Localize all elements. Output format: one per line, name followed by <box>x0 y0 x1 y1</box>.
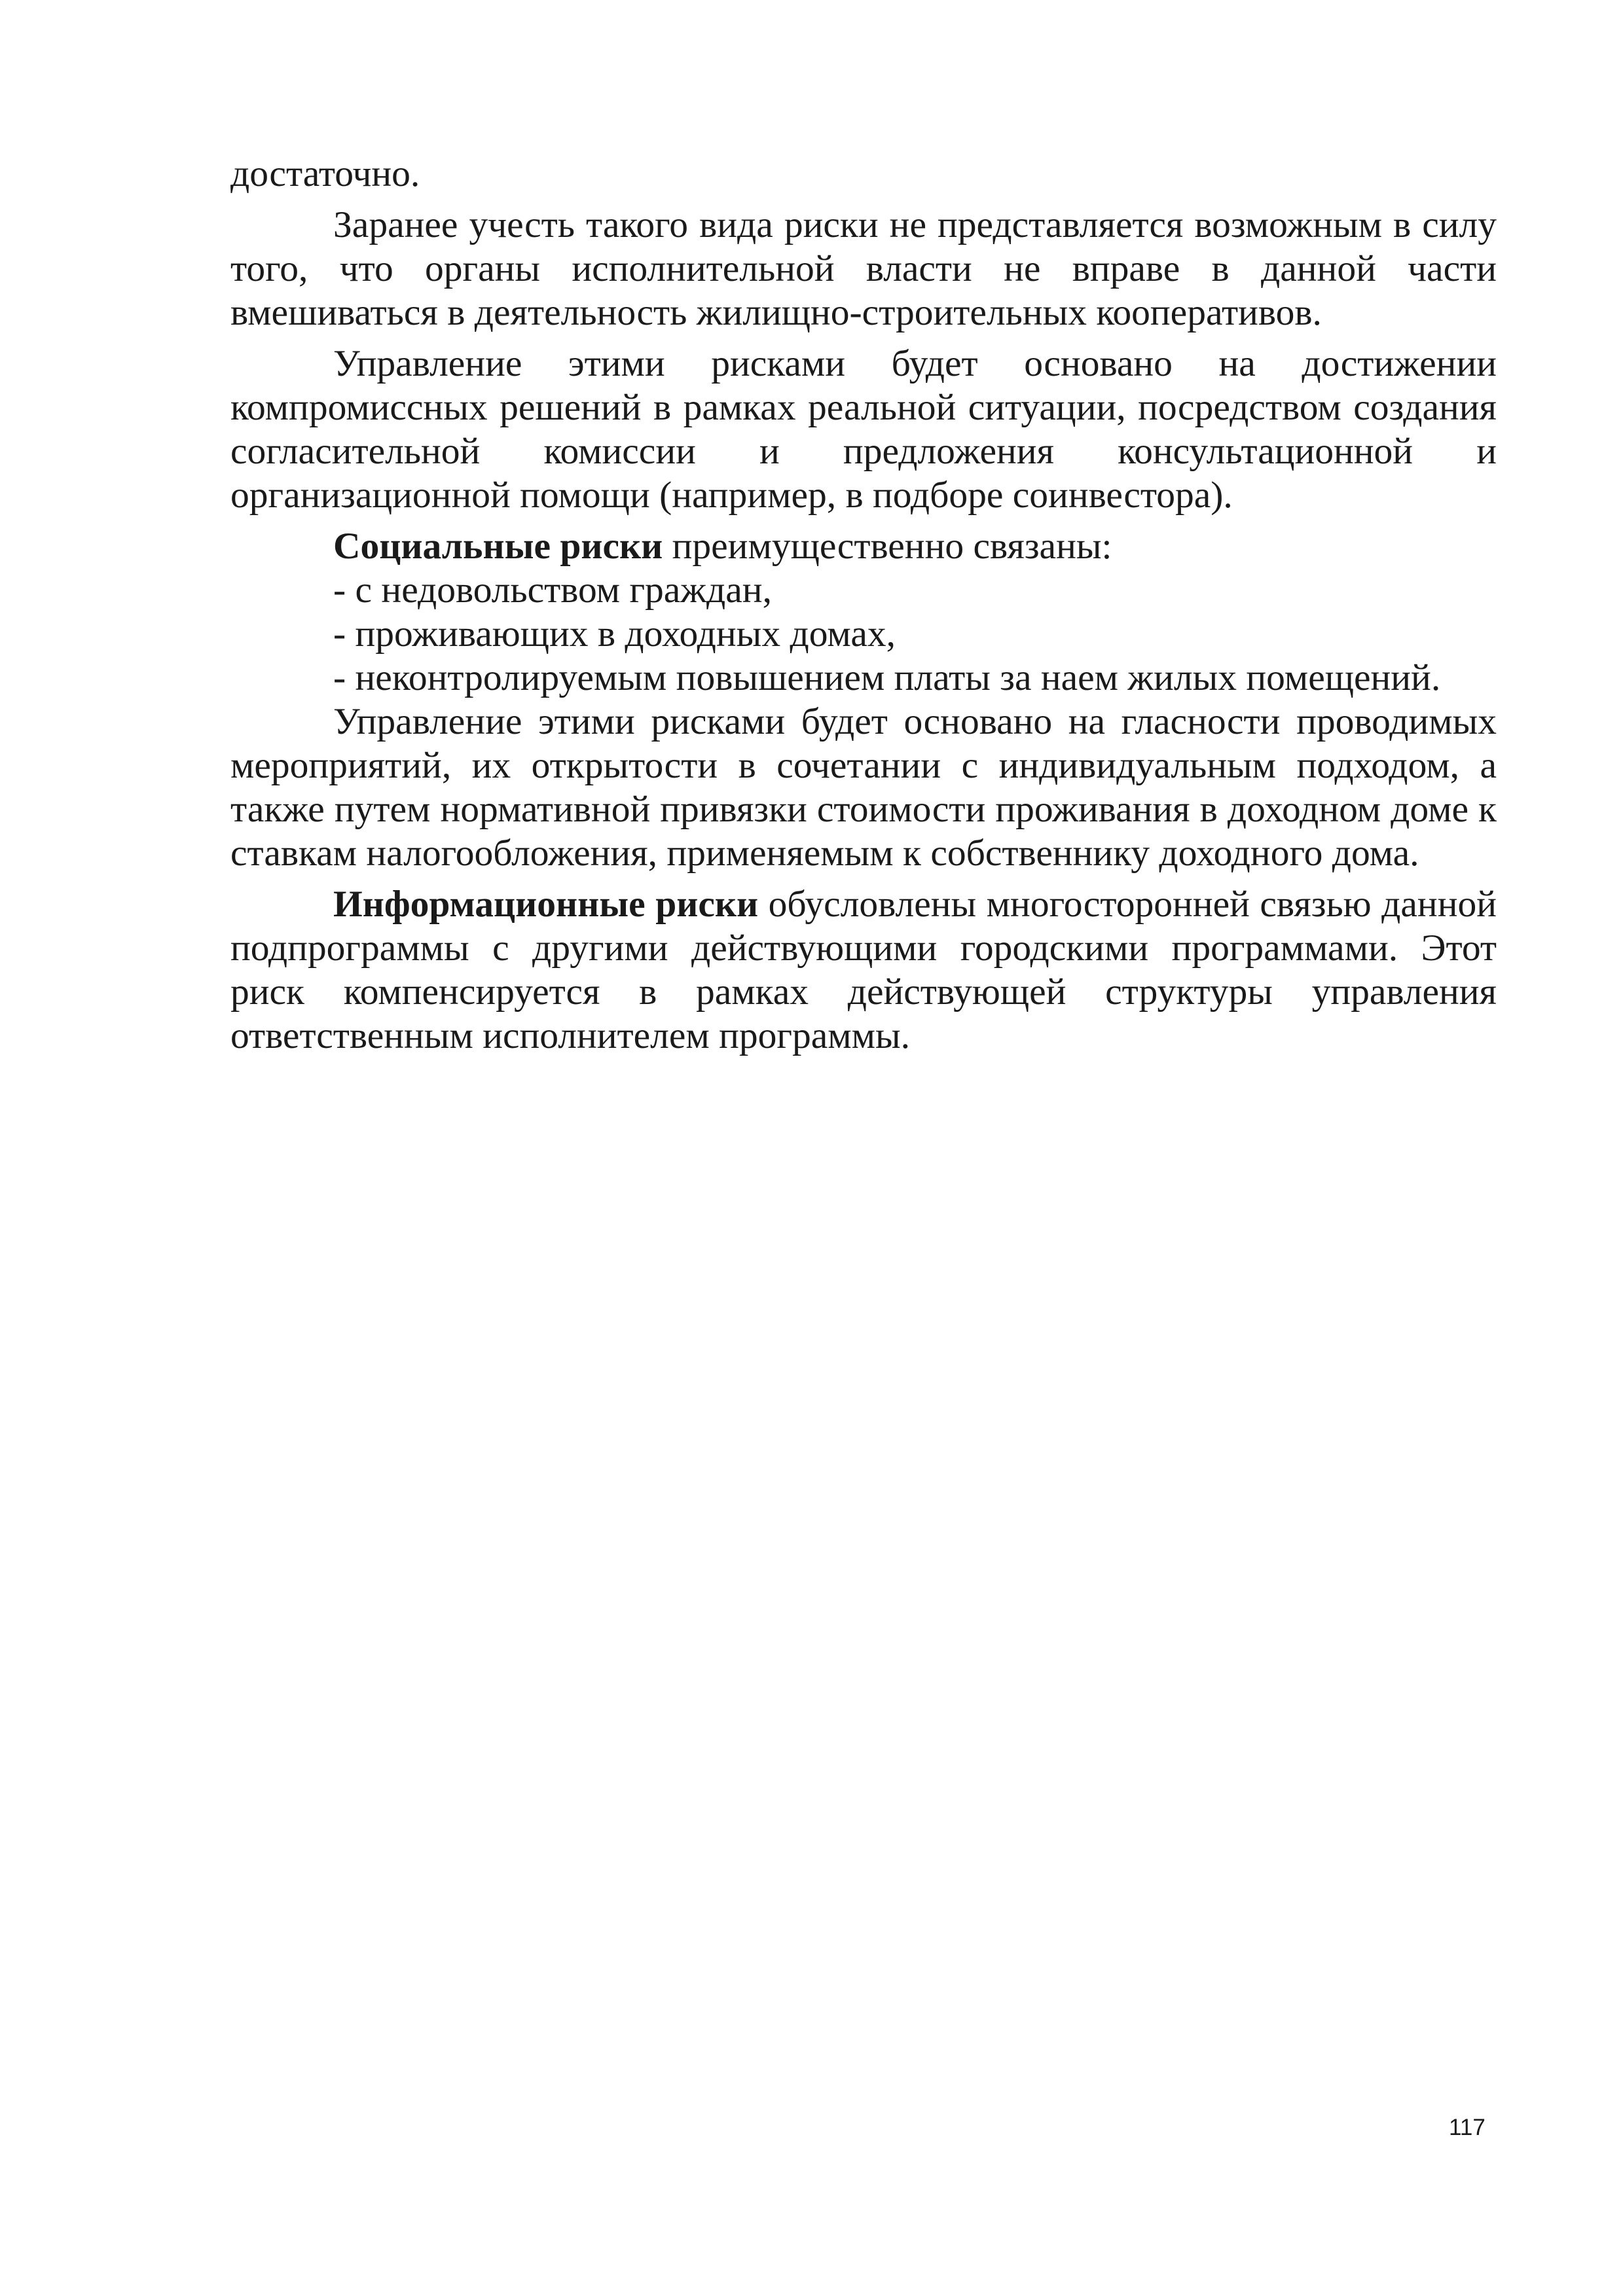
social-risk-item-1: - с недовольством граждан, <box>333 569 772 611</box>
paragraph-risks-accounting: Заранее учесть такого вида риски не представляется возможным в силу того, что органы исполнительной власти не вправе в данной части вмешиваться в деятельность жилищно-строительных кооперативов. <box>230 204 1497 333</box>
paragraph-risk-management-compromise: Управление этими рисками будет основано на достижении компромиссных решений в рамках реальной ситуации, посредством создания согласительной комиссии и предложения консультационной и организационной помощи (например, в подборе соинвестора). <box>230 343 1497 516</box>
social-risks-heading: Социальные риски <box>333 526 663 567</box>
informational-risks-paragraph <box>230 882 1497 1058</box>
document-body <box>230 152 1497 1058</box>
paragraph-risk-management-transparency: Управление этими рисками будет основано на гласности проводимых мероприятий, их открытости в сочетании с индивидуальным подходом, а также путем нормативной привязки стоимости проживания в доходном доме к ставкам налогообложения, применяемым к собственнику доходного дома. <box>230 701 1497 874</box>
informational-risks-text: обусловлены многосторонней связью данной подпрограммы с другими действующими городскими программами. Этот риск компенсируется в рамках действующей структуры управления ответственным исполнителем программы. <box>230 884 1497 1056</box>
social-risks-intro <box>230 524 1497 568</box>
social-risk-item-2: - проживающих в доходных домах, <box>333 613 896 655</box>
page-number: 117 <box>1449 2115 1486 2140</box>
continuation-line: достаточно. <box>230 153 420 194</box>
informational-risks-heading: Информационные риски <box>333 884 759 925</box>
social-risks-intro-text: преимущественно связаны: <box>663 526 1112 567</box>
social-risk-item-3: - неконтролируемым повышением платы за наем жилых помещений. <box>333 657 1441 698</box>
